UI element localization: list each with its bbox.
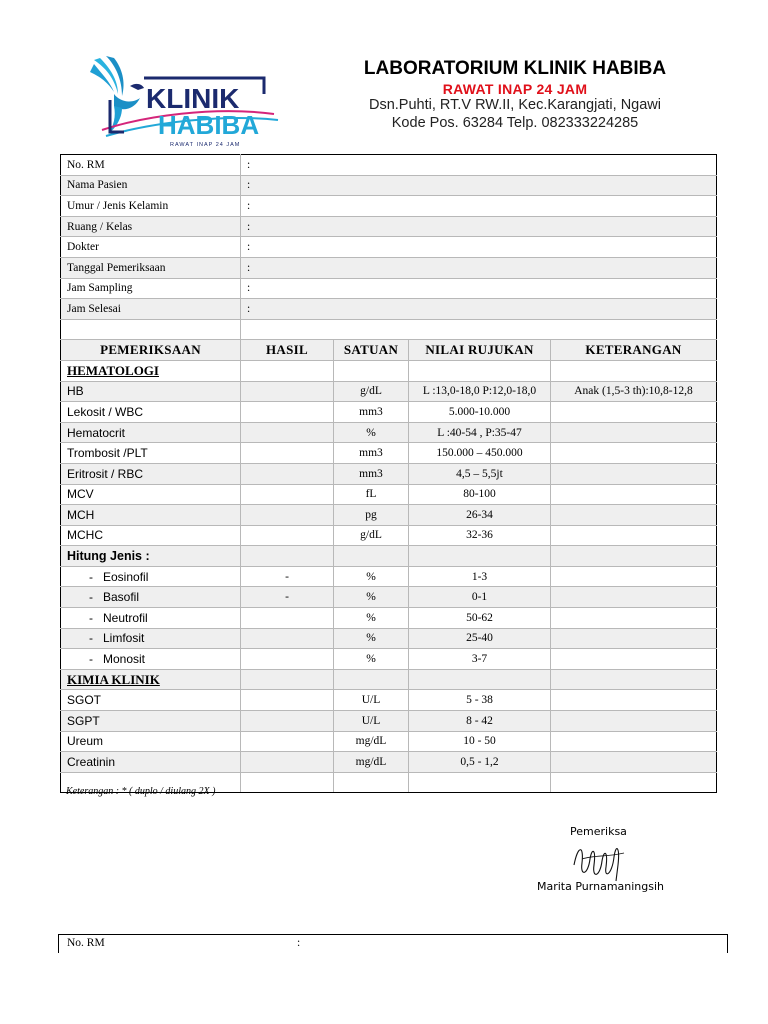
note-cell	[551, 649, 717, 670]
result-cell[interactable]	[241, 752, 334, 773]
result-cell[interactable]: -	[241, 566, 334, 587]
column-header-hasil: HASIL	[241, 340, 334, 361]
lab-subtitle: RAWAT INAP 24 JAM	[442, 81, 588, 97]
field-value[interactable]: :	[241, 299, 717, 320]
unit-cell: g/dL	[334, 525, 409, 546]
test-name-text: Limfosit	[103, 631, 145, 646]
note-cell	[551, 752, 717, 773]
unit-cell: g/dL	[334, 381, 409, 402]
bullet-marker: -	[89, 590, 93, 605]
test-name: Ureum	[61, 731, 241, 752]
note-cell	[551, 484, 717, 505]
table-row	[61, 484, 717, 505]
table-row	[61, 422, 717, 443]
reference-cell: 50-62	[409, 608, 551, 629]
spacer-row	[61, 319, 717, 340]
patient-row-nama	[61, 175, 717, 196]
test-name-text: Neutrofil	[103, 610, 148, 625]
unit-cell: mm3	[334, 463, 409, 484]
field-label: Tanggal Pemeriksaan	[61, 257, 241, 278]
test-name: Creatinin	[61, 752, 241, 773]
unit-cell: %	[334, 628, 409, 649]
column-header-satuan: SATUAN	[334, 340, 409, 361]
logo-tagline: RAWAT INAP 24 JAM	[170, 142, 241, 148]
reference-cell: 32-36	[409, 525, 551, 546]
table-row	[61, 608, 717, 629]
logo-text-klinik: KLINIK	[146, 83, 240, 114]
test-name: Eritrosit / RBC	[61, 463, 241, 484]
patient-row-tanggal	[61, 257, 717, 278]
lab-title: LABORATORIUM KLINIK HABIBA	[363, 58, 667, 79]
note-cell	[551, 505, 717, 526]
note-cell	[551, 690, 717, 711]
note-cell	[551, 566, 717, 587]
result-cell[interactable]	[241, 443, 334, 464]
test-name: HB	[61, 381, 241, 402]
reference-cell: 150.000 – 450.000	[409, 443, 551, 464]
section-title: Hitung Jenis :	[61, 546, 241, 567]
reference-cell: 8 - 42	[409, 711, 551, 732]
note-cell	[551, 608, 717, 629]
next-page-header	[58, 934, 728, 953]
logo-text-habiba: HABIBA	[158, 110, 260, 140]
unit-cell: mm3	[334, 443, 409, 464]
field-value[interactable]: :	[241, 257, 717, 278]
unit-cell: mg/dL	[334, 731, 409, 752]
reference-cell: 10 - 50	[409, 731, 551, 752]
unit-cell: mg/dL	[334, 752, 409, 773]
lab-result-form	[60, 154, 717, 793]
unit-cell: mm3	[334, 402, 409, 423]
patient-row-jam-selesai	[61, 299, 717, 320]
test-name	[61, 649, 241, 670]
unit-cell: U/L	[334, 690, 409, 711]
unit-cell: pg	[334, 505, 409, 526]
result-cell[interactable]	[241, 711, 334, 732]
result-cell[interactable]	[241, 628, 334, 649]
reference-cell: 5 - 38	[409, 690, 551, 711]
test-name: Hematocrit	[61, 422, 241, 443]
table-row	[61, 752, 717, 773]
result-cell[interactable]	[241, 484, 334, 505]
result-cell[interactable]	[241, 463, 334, 484]
field-value[interactable]: :	[241, 216, 717, 237]
test-name: SGOT	[61, 690, 241, 711]
result-cell[interactable]	[241, 731, 334, 752]
note-cell	[551, 731, 717, 752]
field-label: No. RM	[61, 155, 241, 176]
clinic-logo	[84, 54, 284, 154]
result-cell[interactable]	[241, 525, 334, 546]
note-cell	[551, 463, 717, 484]
test-name	[61, 608, 241, 629]
unit-cell: fL	[334, 484, 409, 505]
reference-cell: 0-1	[409, 587, 551, 608]
table-header-row	[61, 340, 717, 361]
result-cell[interactable]	[241, 608, 334, 629]
reference-cell: 25-40	[409, 628, 551, 649]
lab-address: Dsn.Puhti, RT.V RW.II, Kec.Karangjati, Ngawi	[368, 97, 661, 113]
test-name	[61, 587, 241, 608]
reference-cell: 26-34	[409, 505, 551, 526]
field-value[interactable]: :	[241, 237, 717, 258]
reference-cell: L :13,0-18,0 P:12,0-18,0	[409, 381, 551, 402]
section-row-kimia-klinik	[61, 669, 717, 690]
field-label: Jam Selesai	[61, 299, 241, 320]
field-value[interactable]: :	[241, 196, 717, 217]
unit-cell: %	[334, 608, 409, 629]
test-name: SGPT	[61, 711, 241, 732]
reference-cell: L :40-54 , P:35-47	[409, 422, 551, 443]
bullet-marker: -	[89, 569, 93, 584]
test-name: Trombosit /PLT	[61, 443, 241, 464]
next-page-label: No. RM	[67, 937, 105, 949]
examiner-name: Marita Purnamaningsih	[537, 880, 665, 893]
unit-cell: %	[334, 587, 409, 608]
table-row	[61, 731, 717, 752]
field-label: Nama Pasien	[61, 175, 241, 196]
result-cell[interactable]	[241, 381, 334, 402]
unit-cell: %	[334, 649, 409, 670]
field-label: Ruang / Kelas	[61, 216, 241, 237]
note-cell	[551, 422, 717, 443]
table-row	[61, 587, 717, 608]
test-name-text: Eosinofil	[103, 569, 149, 584]
result-cell[interactable]	[241, 690, 334, 711]
table-row	[61, 505, 717, 526]
patient-row-dokter	[61, 237, 717, 258]
note-cell	[551, 443, 717, 464]
field-label: Umur / Jenis Kelamin	[61, 196, 241, 217]
unit-cell: U/L	[334, 711, 409, 732]
test-name-text: Basofil	[103, 590, 140, 605]
lab-contact: Kode Pos. 63284 Telp. 082333224285	[391, 115, 639, 131]
patient-row-no-rm	[61, 155, 717, 176]
table-row	[61, 463, 717, 484]
section-title: KIMIA KLINIK	[61, 669, 241, 690]
bird-icon	[90, 56, 144, 134]
result-cell[interactable]	[241, 649, 334, 670]
column-header-nilai-rujukan: NILAI RUJUKAN	[409, 340, 551, 361]
field-value[interactable]: :	[241, 278, 717, 299]
column-header-pemeriksaan: PEMERIKSAAN	[61, 340, 241, 361]
result-cell[interactable]	[241, 422, 334, 443]
bullet-marker: -	[89, 610, 93, 625]
result-cell[interactable]	[241, 505, 334, 526]
note-cell	[551, 402, 717, 423]
test-name-text: Monosit	[103, 652, 146, 667]
reference-cell: 3-7	[409, 649, 551, 670]
reference-cell: 4,5 – 5,5jt	[409, 463, 551, 484]
note-cell	[551, 587, 717, 608]
field-value[interactable]: :	[241, 155, 717, 176]
table-row	[61, 690, 717, 711]
result-cell[interactable]: -	[241, 587, 334, 608]
bullet-marker: -	[89, 652, 93, 667]
next-page-value: :	[297, 937, 301, 949]
note-cell	[551, 525, 717, 546]
test-name: MCHC	[61, 525, 241, 546]
patient-row-ruang	[61, 216, 717, 237]
test-name	[61, 628, 241, 649]
unit-cell: %	[334, 566, 409, 587]
test-name: MCV	[61, 484, 241, 505]
reference-cell: 80-100	[409, 484, 551, 505]
reference-cell: 5.000-10.000	[409, 402, 551, 423]
examiner-role: Pemeriksa	[570, 825, 627, 838]
table-row	[61, 711, 717, 732]
table-row	[61, 649, 717, 670]
column-header-keterangan: KETERANGAN	[551, 340, 717, 361]
field-value[interactable]: :	[241, 175, 717, 196]
section-row-hitung-jenis	[61, 546, 717, 567]
note-cell	[551, 711, 717, 732]
table-row	[61, 381, 717, 402]
unit-cell: %	[334, 422, 409, 443]
patient-row-jam-sampling	[61, 278, 717, 299]
note-cell	[551, 628, 717, 649]
table-row	[61, 443, 717, 464]
reference-cell: 0,5 - 1,2	[409, 752, 551, 773]
result-cell[interactable]	[241, 402, 334, 423]
note-cell: Anak (1,5-3 th):10,8-12,8	[551, 381, 717, 402]
test-name: MCH	[61, 505, 241, 526]
table-row	[61, 402, 717, 423]
field-label: Dokter	[61, 237, 241, 258]
section-row-hematologi	[61, 360, 717, 381]
bullet-marker: -	[89, 631, 93, 646]
field-label: Jam Sampling	[61, 278, 241, 299]
test-name	[61, 566, 241, 587]
patient-row-umur	[61, 196, 717, 217]
table-row	[61, 566, 717, 587]
test-name: Lekosit / WBC	[61, 402, 241, 423]
reference-cell: 1-3	[409, 566, 551, 587]
table-row	[61, 525, 717, 546]
section-title-hematologi: HEMATOLOGI	[61, 360, 241, 381]
handwritten-signature	[568, 835, 638, 885]
table-row	[61, 628, 717, 649]
footnote: Keterangan : * ( duplo / diulang 2X )	[66, 786, 216, 797]
